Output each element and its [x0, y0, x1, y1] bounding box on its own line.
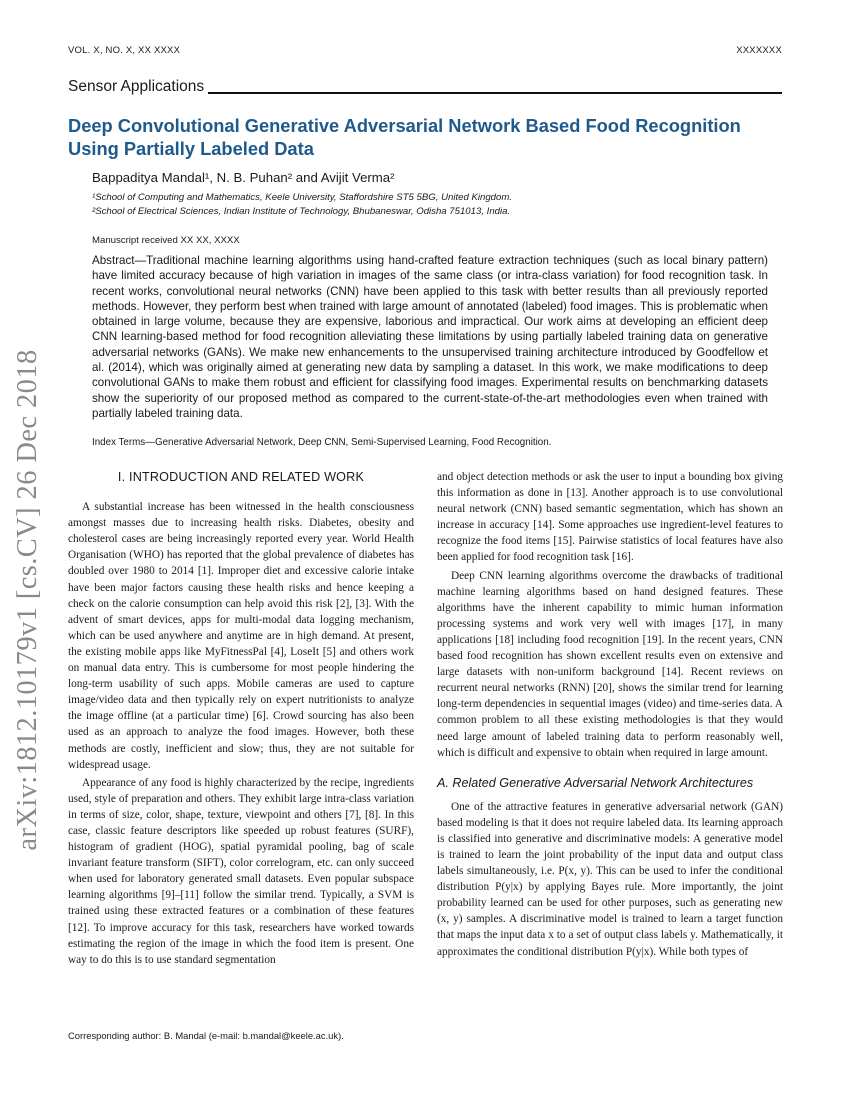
left-column: [68, 469, 414, 968]
abstract: Abstract—Traditional machine learning algorithms using hand-crafted feature extraction techniques (such as local binary pattern) have limited accuracy because of high variation in images of the same class (or intra-class variation) for food recognition task. In recent works, convolutional neural networks (CNN) have been applied to this task with better results than all previously reported methods. However, they perform best when trained with large amount of annotated (labeled) food images. This is problematic when obtained in large volume, because they are expensive, laborious and impractical. Our work aims at developing an efficient deep CNN learning-based method for food recognition alleviating these limitations by using partially labeled training data on generative adversarial networks (GANs). We make new enhancements to the unsupervised training architecture introduced by Goodfellow et al. (2014), which was originally aimed at generating new data by sampling a dataset. In this work, we make modifications to deep convolutional GANs to make them robust and efficient for classifying food images. Experimental results on benchmarking datasets show the superiority of our proposed method as compared to the current-state-of-the-art methodologies even when trained with partially labeled training data.: [92, 254, 768, 420]
index-terms: Index Terms—Generative Adversarial Network, Deep CNN, Semi-Supervised Learning, Food Recognition.: [92, 437, 552, 448]
section-header: [68, 76, 782, 96]
manuscript-received: Manuscript received XX XX, XXXX: [92, 235, 240, 246]
section-label: Sensor Applications: [68, 78, 205, 95]
paragraph: and object detection methods or ask the user to input a bounding box giving this information as done in [13]. Another approach is to use convolutional neural network (CNN) based semantic segmentation, which has shown an increase in accuracy [14]. Some approaches use ingredient-level features to recognize the food items [15]. Pairwise statistics of local features have also been applied for food recognition task [16].: [437, 471, 783, 564]
paragraph: A substantial increase has been witnessed in the health consciousness amongst masses due to increasing health risks. Diabetes, obesity and cholesterol cases are being increasingly reported every year. World Health Organisation (WHO) has reported that the global prevalence of diabetes has doubled over 1980 to 2014 [1]. Improper diet and excessive calorie intake have been major factors causing these health risks and hence keeping a check on the calorie consumption can help avoid this risk [2], [3]. With the advent of smart devices, apps for multi-modal data logging mechanism, which can be used anywhere and anytime are in high demand. At present, the existing mobile apps like MyFitnessPal [4], LoseIt [5] and others work on manual data entry. This is cumbersome for most people hindering the long-term usability of such apps. Mobile cameras are used to capture image/video data and then typically rely on expert nutritionists to analyze the image offline (at a particular time) [6]. Crowd sourcing has also been used as an approach to analyze the food images. However, both these methods are costly, inefficient and slow; thus, they are not suitable for widespread usage.: [68, 501, 414, 771]
authors: Bappaditya Mandal¹, N. B. Puhan² and Avijit Verma²: [92, 170, 395, 185]
corresponding-author-footnote: Corresponding author: B. Mandal (e-mail: b.mandal@keele.ac.uk).: [68, 1030, 344, 1041]
affiliation-1: ¹School of Computing and Mathematics, Keele University, Staffordshire ST5 5BG, United Kingdom.: [92, 192, 513, 203]
section-heading-introduction: I. INTRODUCTION AND RELATED WORK: [117, 470, 365, 484]
journal-volume: VOL. X, NO. X, XX XXXX: [68, 45, 181, 56]
paragraph: Deep CNN learning algorithms overcome the drawbacks of traditional machine learning algorithms based on hand designed features. These algorithms have the inherent capability to mimic human information processing systems and work very well with images [17], in many applications [18] including food recognition [19]. In the recent years, CNN based food recognition has shown excellent results even on extensive and large datasets with non-uniform background [14]. Recent reviews on recurrent neural networks (RNN) [20], shows the similar trend for learning long-term dependencies in sequential images (video) and time-series data. A common problem to all these existing methodologies is that they would need large amount of labeled training data to perform reasonably well, which is difficult and expensive to obtain when required in large amount.: [437, 569, 783, 759]
affiliation-2: ²School of Electrical Sciences, Indian Institute of Technology, Bhubaneswar, Odisha 751013, India.: [92, 206, 511, 217]
subsection-heading-gan: A. Related Generative Adversarial Network Architectures: [437, 775, 754, 790]
arxiv-identifier[interactable]: arXiv:1812.10179v1 [cs.CV] 26 Dec 2018: [12, 349, 43, 851]
paragraph: Appearance of any food is highly characterized by the recipe, ingredients used, style of preparation and others. They exhibit large intra-class variation in terms of size, color, shape, texture, viewpoint and others [7], [8]. In this case, classic feature descriptors like speeded up robust features (SURF), histogram of gradient (HOG), spatial pyramidal pooling, bag of scale invariant feature transform (SIFT), color correlogram, etc. can only succeed when used for laboratory generated small datasets. Even popular subspace learning algorithms [9]–[11] follow the similar trend. Typically, a SVM is trained using these extracted features or a combination of these features [12]. To improve accuracy for this task, researchers have worked towards estimating the region of the image in which the food item is present. One way to do this is to use standard segmentation: [68, 776, 414, 966]
right-column: [437, 469, 783, 960]
section-rule: [208, 92, 782, 94]
paper-title: Deep Convolutional Generative Adversarial Network Based Food Recognition Using Partially Labeled Data: [68, 115, 741, 159]
paragraph: One of the attractive features in generative adversarial network (GAN) based modeling is that it does not require labeled data. Its learning approach is classified into generative and discriminative models: A generative model is trained to learn the joint probability of the input data and output class labels simultaneously, i.e. P(x, y). This can be used to infer the conditional distribution P(y|x) by applying Bayes rule. More importantly, the joint probability learned can be used for other purposes, such as generating new (x, y) samples. A discriminative model is trained to learn a target function that maps the input data x to a set of output class labels y. Mathematically, it approximates the conditional distribution P(y|x). While both types of: [437, 800, 783, 958]
paper-code: XXXXXXX: [736, 45, 782, 56]
